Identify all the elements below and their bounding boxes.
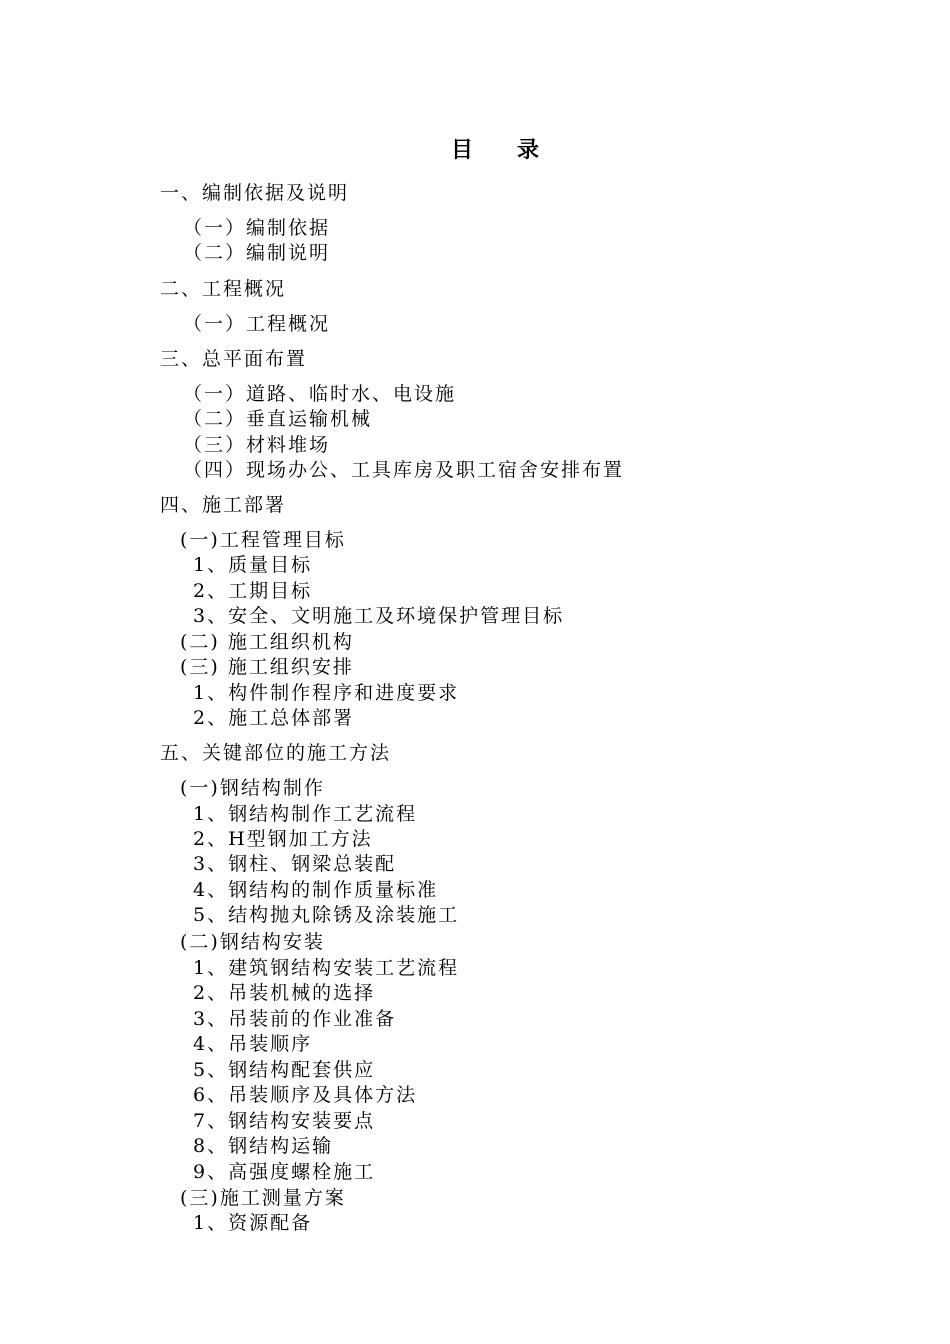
toc-entry: 三、总平面布置: [160, 348, 308, 370]
toc-entry: 3、安全、文明施工及环境保护管理目标: [193, 605, 565, 627]
toc-entry: 二、工程概况: [160, 278, 287, 300]
toc-entry: 9、高强度螺栓施工: [193, 1161, 376, 1183]
toc-entry: （三）材料堆场: [183, 434, 331, 456]
toc-entry: 2、吊装机械的选择: [193, 982, 376, 1004]
toc-entry: （二）编制说明: [183, 242, 331, 264]
toc-entry: 7、钢结构安装要点: [193, 1110, 376, 1132]
toc-entry: (二) 施工组织机构: [180, 631, 354, 653]
toc-entry: 五、关键部位的施工方法: [160, 742, 392, 764]
toc-entry: 2、工期目标: [193, 580, 313, 602]
toc-entry: 3、钢柱、钢梁总装配: [193, 853, 397, 875]
toc-entry: 1、构件制作程序和进度要求: [193, 682, 460, 704]
toc-entry: 3、吊装前的作业准备: [193, 1008, 397, 1030]
toc-entry: （二）垂直运输机械: [183, 408, 373, 430]
toc-entry: 1、钢结构制作工艺流程: [193, 803, 418, 825]
toc-entry: 5、结构抛丸除锈及涂装施工: [193, 904, 460, 926]
toc-entry: 8、钢结构运输: [193, 1135, 334, 1157]
toc-entry: 1、建筑钢结构安装工艺流程: [193, 957, 460, 979]
toc-entry: (三)施工测量方案: [180, 1187, 346, 1209]
toc-entry: （四）现场办公、工具库房及职工宿舍安排布置: [183, 459, 625, 481]
toc-entry: 一、编制依据及说明: [160, 182, 350, 204]
toc-entry: 2、H型钢加工方法: [193, 828, 373, 850]
toc-entry: 4、吊装顺序: [193, 1033, 313, 1055]
toc-entry: 4、钢结构的制作质量标准: [193, 879, 439, 901]
toc-entry: （一）编制依据: [183, 217, 331, 239]
toc-entry: 1、质量目标: [193, 554, 313, 576]
toc-entry: 5、钢结构配套供应: [193, 1059, 376, 1081]
toc-entry: (二)钢结构安装: [180, 931, 325, 953]
toc-entry: 2、施工总体部署: [193, 707, 355, 729]
toc-entry: (三) 施工组织安排: [180, 656, 354, 678]
toc-entry: 四、施工部署: [160, 494, 287, 516]
toc-entry: (一)钢结构制作: [180, 777, 325, 799]
page-title: 目 录: [450, 138, 539, 163]
toc-entry: (一)工程管理目标: [180, 529, 346, 551]
toc-entry: 1、资源配备: [193, 1212, 313, 1234]
toc-entry: 6、吊装顺序及具体方法: [193, 1084, 418, 1106]
toc-entry: （一）道路、临时水、电设施: [183, 383, 457, 405]
toc-entry: （一）工程概况: [183, 313, 331, 335]
